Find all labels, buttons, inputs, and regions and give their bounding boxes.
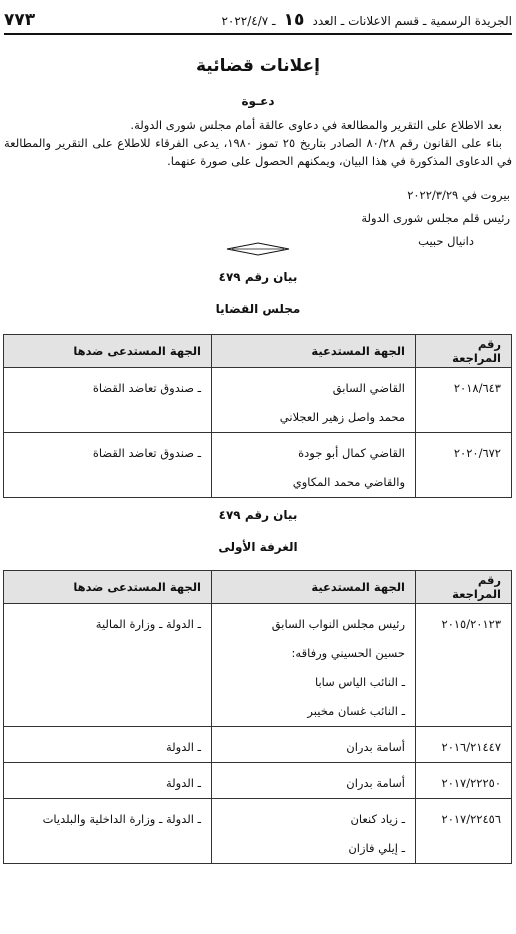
table-row	[4, 433, 512, 498]
defendant-line: ـ صندوق تعاضد القضاة	[92, 446, 201, 460]
claimant-line: ـ زياد كنعان	[350, 812, 405, 826]
claimant-cell	[212, 433, 416, 498]
header-claimant: الجهة المستدعية	[212, 571, 416, 604]
claimant-cell	[212, 368, 416, 433]
header-running-title: الجريدة الرسمية ـ قسم الاعلانات ـ العدد	[312, 14, 512, 28]
header-defendant: الجهة المستدعى ضدها	[4, 571, 212, 604]
claimant-cell	[212, 799, 416, 864]
claimant-line: القاضي السابق	[332, 381, 405, 395]
claimant-cell	[212, 727, 416, 763]
header-claimant: الجهة المستدعية	[212, 335, 416, 368]
header-reference: رقم المراجعة	[416, 571, 512, 604]
statement-subtitle: مجلس القضايا	[215, 302, 301, 316]
header-defendant: الجهة المستدعى ضدها	[4, 335, 212, 368]
claimant-cell	[212, 763, 416, 799]
reference-cell: ٢٠١٨/٦٤٣	[416, 368, 512, 433]
defendant-line: ـ الدولة	[166, 776, 201, 790]
defendant-line: ـ الدولة ـ وزارة الداخلية والبلديات	[42, 812, 201, 826]
statement-title: بيان رقم ٤٧٩	[218, 508, 298, 522]
notice-paragraph: بعد الاطلاع على التقرير والمطالعة في دعاوى عالقة أمام مجلس شورى الدولة.	[130, 118, 502, 132]
table-header-row	[4, 571, 512, 604]
signature-block	[361, 184, 510, 253]
defendant-cell	[4, 368, 212, 433]
reference-cell: ٢٠٢٠/٦٧٢	[416, 433, 512, 498]
statement-title: بيان رقم ٤٧٩	[218, 270, 298, 284]
header-page-number: ٧٧٣	[4, 10, 36, 30]
defendant-line: ـ الدولة	[166, 740, 201, 754]
header-reference: رقم المراجعة	[416, 335, 512, 368]
header-running	[221, 10, 512, 30]
claimant-line: محمد واصل زهير العجلاني	[279, 410, 405, 424]
defendant-cell	[4, 727, 212, 763]
table-row	[4, 727, 512, 763]
reference-cell: ٢٠١٥/٢٠١٢٣	[416, 604, 512, 727]
defendant-cell	[4, 433, 212, 498]
claimant-line: أسامة بدران	[346, 740, 405, 754]
table-row	[4, 763, 512, 799]
section-title: إعلانات قضائية	[195, 56, 320, 76]
claimant-line: والقاضي محمد المكاوي	[292, 475, 405, 489]
signature-place-date: بيروت في ٢٠٢٢/٣/٢٩	[407, 188, 510, 202]
signature-role: رئيس قلم مجلس شورى الدولة	[361, 211, 510, 225]
page-header	[4, 6, 512, 35]
defendant-line: ـ الدولة ـ وزارة المالية	[95, 617, 201, 631]
header-date: ـ ٢٠٢٢/٤/٧	[221, 14, 276, 28]
statement-table	[3, 570, 512, 864]
table-row	[4, 604, 512, 727]
header-issue-number: ١٥	[283, 10, 305, 30]
reference-cell: ٢٠١٧/٢٢٢٥٠	[416, 763, 512, 799]
claimant-line: رئيس مجلس النواب السابق	[271, 617, 405, 631]
reference-cell: ٢٠١٦/٢١٤٤٧	[416, 727, 512, 763]
claimant-cell	[212, 604, 416, 727]
claimant-line: القاضي كمال أبو جودة	[298, 446, 405, 460]
defendant-line: ـ صندوق تعاضد القضاة	[92, 381, 201, 395]
reference-cell: ٢٠١٧/٢٢٤٥٦	[416, 799, 512, 864]
claimant-line: حسين الحسيني ورفاقه:	[291, 646, 405, 660]
ornament-divider	[226, 242, 290, 256]
signature-name: دانيال حبيب	[418, 234, 474, 248]
table-header-row	[4, 335, 512, 368]
claimant-line: ـ النائب الياس سابا	[314, 675, 405, 689]
claimant-line: ـ النائب غسان مخيبر	[307, 704, 405, 718]
defendant-cell	[4, 763, 212, 799]
notice-paragraph: بناء على القانون رقم ٨٠/٢٨ الصادر بتاريخ ٢٥ تموز ١٩٨٠، يدعى الفرقاء للاطلاع على التقرير والمطالعة في الدعاوى المذكورة في هذا البيان، ويمكنهم الحصول على صورة عنهما.	[4, 136, 512, 168]
statement-table	[3, 334, 512, 498]
notice-body	[4, 116, 512, 170]
table-row	[4, 799, 512, 864]
table-row	[4, 368, 512, 433]
claimant-line: ـ إيلي فازان	[348, 841, 405, 855]
defendant-cell	[4, 799, 212, 864]
defendant-cell	[4, 604, 212, 727]
notice-title: دعـوة	[241, 94, 275, 108]
statement-subtitle: الغرفة الأولى	[218, 540, 298, 554]
claimant-line: أسامة بدران	[346, 776, 405, 790]
